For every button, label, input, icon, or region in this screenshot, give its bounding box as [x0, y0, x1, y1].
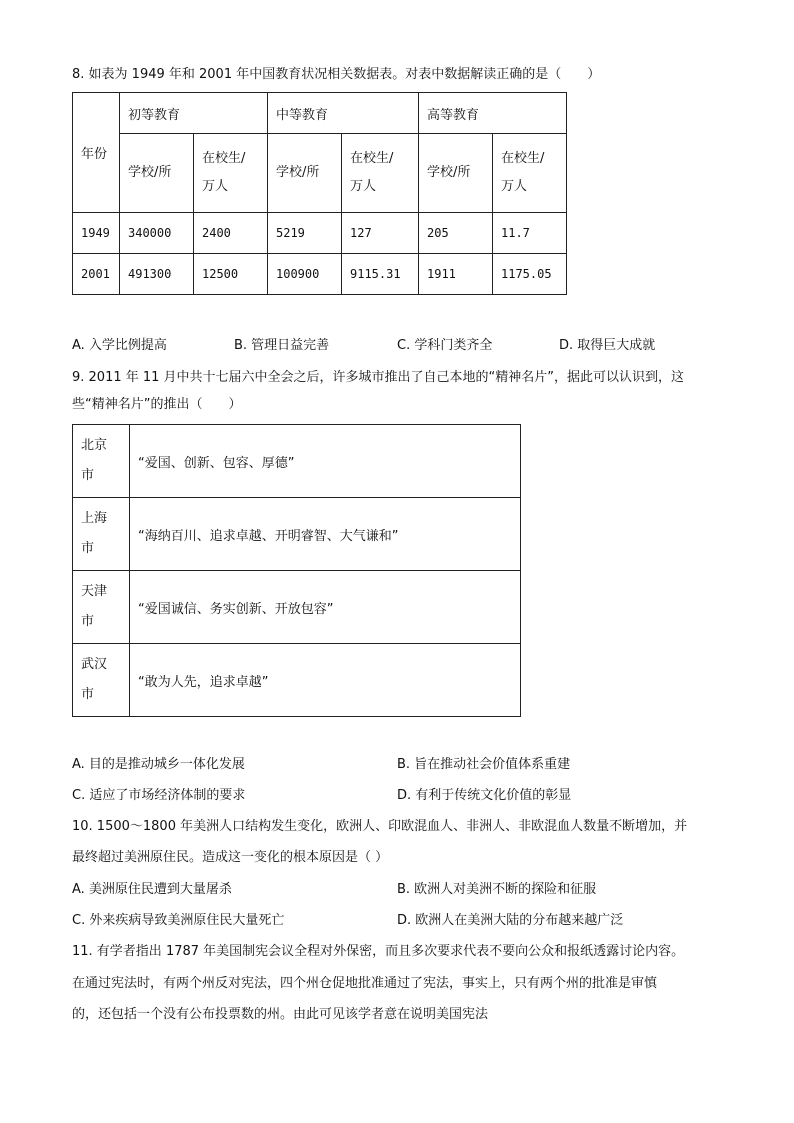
q9-option-b[interactable]: B. 旨在推动社会价值体系重建	[397, 757, 571, 772]
motto-cell: “敢为人先，追求卓越”	[130, 644, 521, 717]
table-cell: 491300	[120, 254, 194, 295]
q9-option-a[interactable]: A. 目的是推动城乡一体化发展	[72, 757, 245, 772]
primary-students-header: 在校生/ 万人	[194, 134, 268, 213]
motto-cell: “爱国诚信、务实创新、开放包容”	[130, 571, 521, 644]
question-11-stem-line-2: 在通过宪法时，有两个州反对宪法，四个州仓促地批准通过了宪法，事实上，只有两个州的批准是审慎	[72, 976, 658, 991]
city-cell: 武汉 市	[73, 644, 130, 717]
table-row	[73, 644, 521, 717]
year-header: 年份	[73, 93, 120, 213]
q8-option-a[interactable]: A. 入学比例提高	[72, 338, 167, 353]
table-cell: 1175.05	[493, 254, 567, 295]
q10-option-c[interactable]: C. 外来疾病导致美洲原住民大量死亡	[72, 913, 285, 928]
higher-schools-header: 学校/所	[419, 134, 493, 213]
secondary-education-header: 中等教育	[268, 93, 419, 134]
question-10-stem-line-1: 10. 1500～1800 年美洲人口结构发生变化，欧洲人、印欧混血人、非洲人、非欧混血人数量不断增加，并	[72, 819, 688, 834]
table-row	[73, 498, 521, 571]
table-row	[73, 213, 567, 254]
table-cell: 5219	[268, 213, 342, 254]
q8-option-c[interactable]: C. 学科门类齐全	[397, 338, 493, 353]
question-10-stem-line-2: 最终超过美洲原住民。造成这一变化的根本原因是（ ）	[72, 850, 389, 865]
higher-education-header: 高等教育	[419, 93, 567, 134]
table-row	[73, 571, 521, 644]
education-data-table	[72, 92, 567, 295]
table-cell: 205	[419, 213, 493, 254]
table-cell: 12500	[194, 254, 268, 295]
table-cell: 9115.31	[342, 254, 419, 295]
table-row	[73, 425, 521, 498]
city-cell: 天津 市	[73, 571, 130, 644]
motto-cell: “爱国、创新、包容、厚德”	[130, 425, 521, 498]
table-cell: 1911	[419, 254, 493, 295]
q10-option-b[interactable]: B. 欧洲人对美洲不断的探险和征服	[397, 882, 597, 897]
question-11-stem-line-1: 11. 有学者指出 1787 年美国制宪会议全程对外保密，而且多次要求代表不要向公众和报纸透露讨论内容。	[72, 944, 685, 959]
table-cell: 100900	[268, 254, 342, 295]
table-cell: 340000	[120, 213, 194, 254]
question-9-stem-line-2: 些“精神名片”的推出（ ）	[72, 397, 242, 412]
higher-students-header: 在校生/ 万人	[493, 134, 567, 213]
table-cell: 2400	[194, 213, 268, 254]
table-cell: 2001	[73, 254, 120, 295]
q8-option-b[interactable]: B. 管理日益完善	[234, 338, 330, 353]
table-row	[73, 254, 567, 295]
q10-option-d[interactable]: D. 欧洲人在美洲大陆的分布越来越广泛	[397, 913, 624, 928]
city-spirit-table	[72, 424, 521, 717]
secondary-schools-header: 学校/所	[268, 134, 342, 213]
city-cell: 北京 市	[73, 425, 130, 498]
table-cell: 1949	[73, 213, 120, 254]
q8-option-d[interactable]: D. 取得巨大成就	[559, 338, 656, 353]
table-cell: 127	[342, 213, 419, 254]
primary-education-header: 初等教育	[120, 93, 268, 134]
question-8-stem: 8. 如表为 1949 年和 2001 年中国教育状况相关数据表。对表中数据解读正确的是（ ）	[72, 67, 601, 82]
q10-option-a[interactable]: A. 美洲原住民遭到大量屠杀	[72, 882, 232, 897]
q9-option-d[interactable]: D. 有利于传统文化价值的彰显	[397, 788, 572, 803]
question-11-stem-line-3: 的，还包括一个没有公布投票数的州。由此可见该学者意在说明美国宪法	[72, 1007, 489, 1022]
q9-option-c[interactable]: C. 适应了市场经济体制的要求	[72, 788, 246, 803]
secondary-students-header: 在校生/ 万人	[342, 134, 419, 213]
primary-schools-header: 学校/所	[120, 134, 194, 213]
table-cell: 11.7	[493, 213, 567, 254]
city-cell: 上海 市	[73, 498, 130, 571]
question-9-stem-line-1: 9. 2011 年 11 月中共十七届六中全会之后，许多城市推出了自己本地的“精神名片”，据此可以认识到，这	[72, 370, 685, 385]
motto-cell: “海纳百川、追求卓越、开明睿智、大气谦和”	[130, 498, 521, 571]
